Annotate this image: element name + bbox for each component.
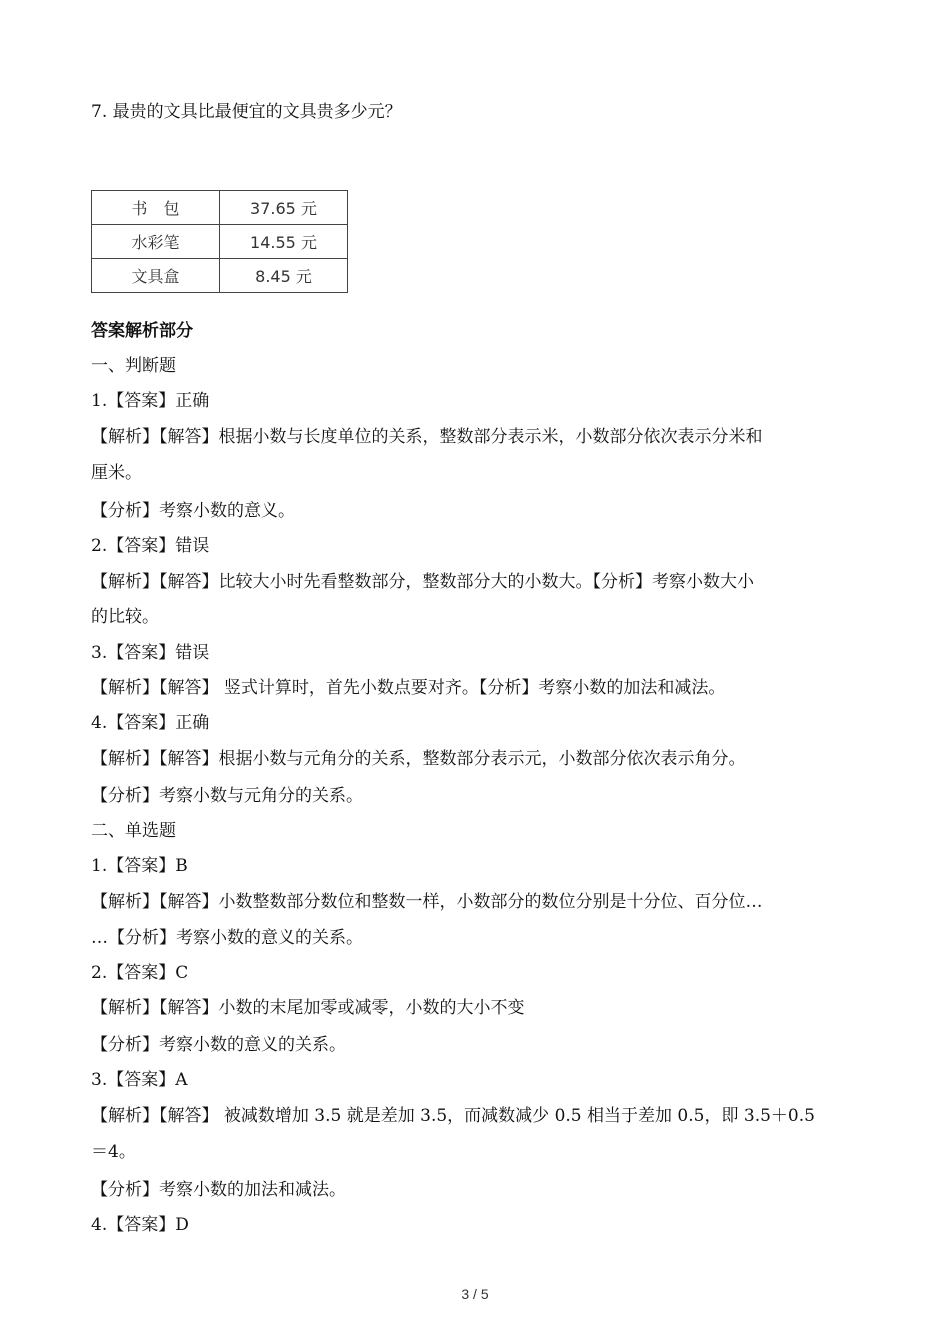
table-row: [92, 259, 348, 293]
explanation-line: 【解析】【解答】小数整数部分数位和整数一样，小数部分的数位分别是十分位、百分位…: [91, 892, 763, 912]
analysis-line: 【分析】考察小数与元角分的关系。: [91, 786, 363, 806]
price-table: [91, 190, 348, 293]
item-cell: 水彩笔: [92, 225, 220, 259]
item-cell: 书 包: [92, 191, 220, 225]
explanation-line: 【解析】【解答】 被减数增加 3.5 就是差加 3.5，而减数减少 0.5 相当于差加 0.5，即 3.5＋0.5: [91, 1106, 815, 1126]
answer-line: 3.【答案】错误: [91, 643, 210, 663]
explanation-line: 【解析】【解答】根据小数与元角分的关系，整数部分表示元，小数部分依次表示角分。: [91, 749, 746, 769]
answer-line: 4.【答案】D: [91, 1215, 189, 1235]
answer-line: 2.【答案】错误: [91, 536, 210, 556]
price-cell: 14.55 元: [220, 225, 348, 259]
explanation-line: ＝4。: [91, 1142, 136, 1162]
question-7: 7. 最贵的文具比最便宜的文具贵多少元？: [91, 102, 402, 122]
explanation-line: …【分析】考察小数的意义的关系。: [91, 928, 363, 948]
answer-line: 1.【答案】B: [91, 856, 188, 876]
explanation-line: 【解析】【解答】比较大小时先看整数部分，整数部分大的小数大。【分析】考察小数大小: [91, 572, 754, 592]
analysis-line: 【分析】考察小数的加法和减法。: [91, 1180, 346, 1200]
answers-heading: 答案解析部分: [91, 321, 193, 341]
answer-line: 2.【答案】C: [91, 963, 189, 983]
analysis-line: 【分析】考察小数的意义。: [91, 501, 295, 521]
item-cell: 文具盒: [92, 259, 220, 293]
table-row: [92, 225, 348, 259]
answer-line: 1.【答案】正确: [91, 391, 210, 411]
answer-line: 3.【答案】A: [91, 1070, 188, 1090]
section-heading: 二、单选题: [91, 821, 176, 841]
explanation-line: 【解析】【解答】小数的末尾加零或减零，小数的大小不变: [91, 998, 525, 1018]
page-number: 3 / 5: [461, 1286, 489, 1302]
section-heading: 一、判断题: [91, 356, 176, 376]
explanation-line: 【解析】【解答】 竖式计算时，首先小数点要对齐。【分析】考察小数的加法和减法。: [91, 678, 726, 698]
table-row: [92, 191, 348, 225]
price-cell: 8.45 元: [220, 259, 348, 293]
explanation-line: 的比较。: [91, 607, 159, 627]
explanation-line: 厘米。: [91, 463, 142, 483]
answer-line: 4.【答案】正确: [91, 713, 210, 733]
explanation-line: 【解析】【解答】根据小数与长度单位的关系，整数部分表示米，小数部分依次表示分米和: [91, 427, 763, 447]
analysis-line: 【分析】考察小数的意义的关系。: [91, 1035, 346, 1055]
price-cell: 37.65 元: [220, 191, 348, 225]
